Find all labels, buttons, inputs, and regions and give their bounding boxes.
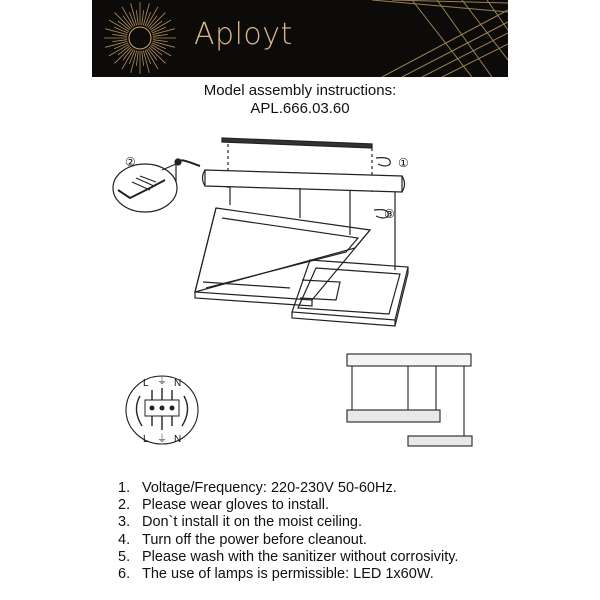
callout-3: ③ <box>384 207 395 221</box>
instruction-list <box>118 480 458 583</box>
wire-label-bottom-l: L <box>143 434 149 445</box>
instruction-item: 3. Don`t install it on the moist ceiling. <box>118 514 363 531</box>
instruction-item: 1. Voltage/Frequency: 220-230V 50-60Hz. <box>118 480 397 496</box>
brand-banner <box>92 0 508 77</box>
wire-label-bottom-n: N <box>174 434 182 445</box>
brand-logo-text: Aployt <box>194 17 293 52</box>
large-square-frame <box>195 208 370 292</box>
mounting-bar <box>222 138 372 148</box>
instruction-item: 6. The use of lamps is permissible: LED 1x60W. <box>118 566 434 583</box>
model-number: APL.666.03.60 <box>250 100 350 117</box>
sunburst-decoration <box>92 0 508 77</box>
wire-label-top-l: L <box>143 378 149 389</box>
wire-label-top-ground: ⏚ <box>157 376 167 387</box>
callout-2: ② <box>125 155 136 169</box>
page-title: Model assembly instructions: <box>203 82 397 99</box>
instruction-item: 4. Turn off the power before cleanout. <box>118 531 367 548</box>
instruction-item: 5. Please wash with the sanitizer without corrosivity. <box>118 548 459 565</box>
instruction-item: 2. Please wear gloves to install. <box>118 497 329 514</box>
wire-label-top-n: N <box>174 378 182 389</box>
assembly-diagram <box>0 120 600 460</box>
side-view-diagram <box>347 354 472 446</box>
wiring-diagram <box>126 375 198 445</box>
wire-label-bottom-ground: ⏚ <box>157 434 167 445</box>
sun-icon <box>129 27 151 49</box>
callout-1: ① <box>398 156 409 170</box>
